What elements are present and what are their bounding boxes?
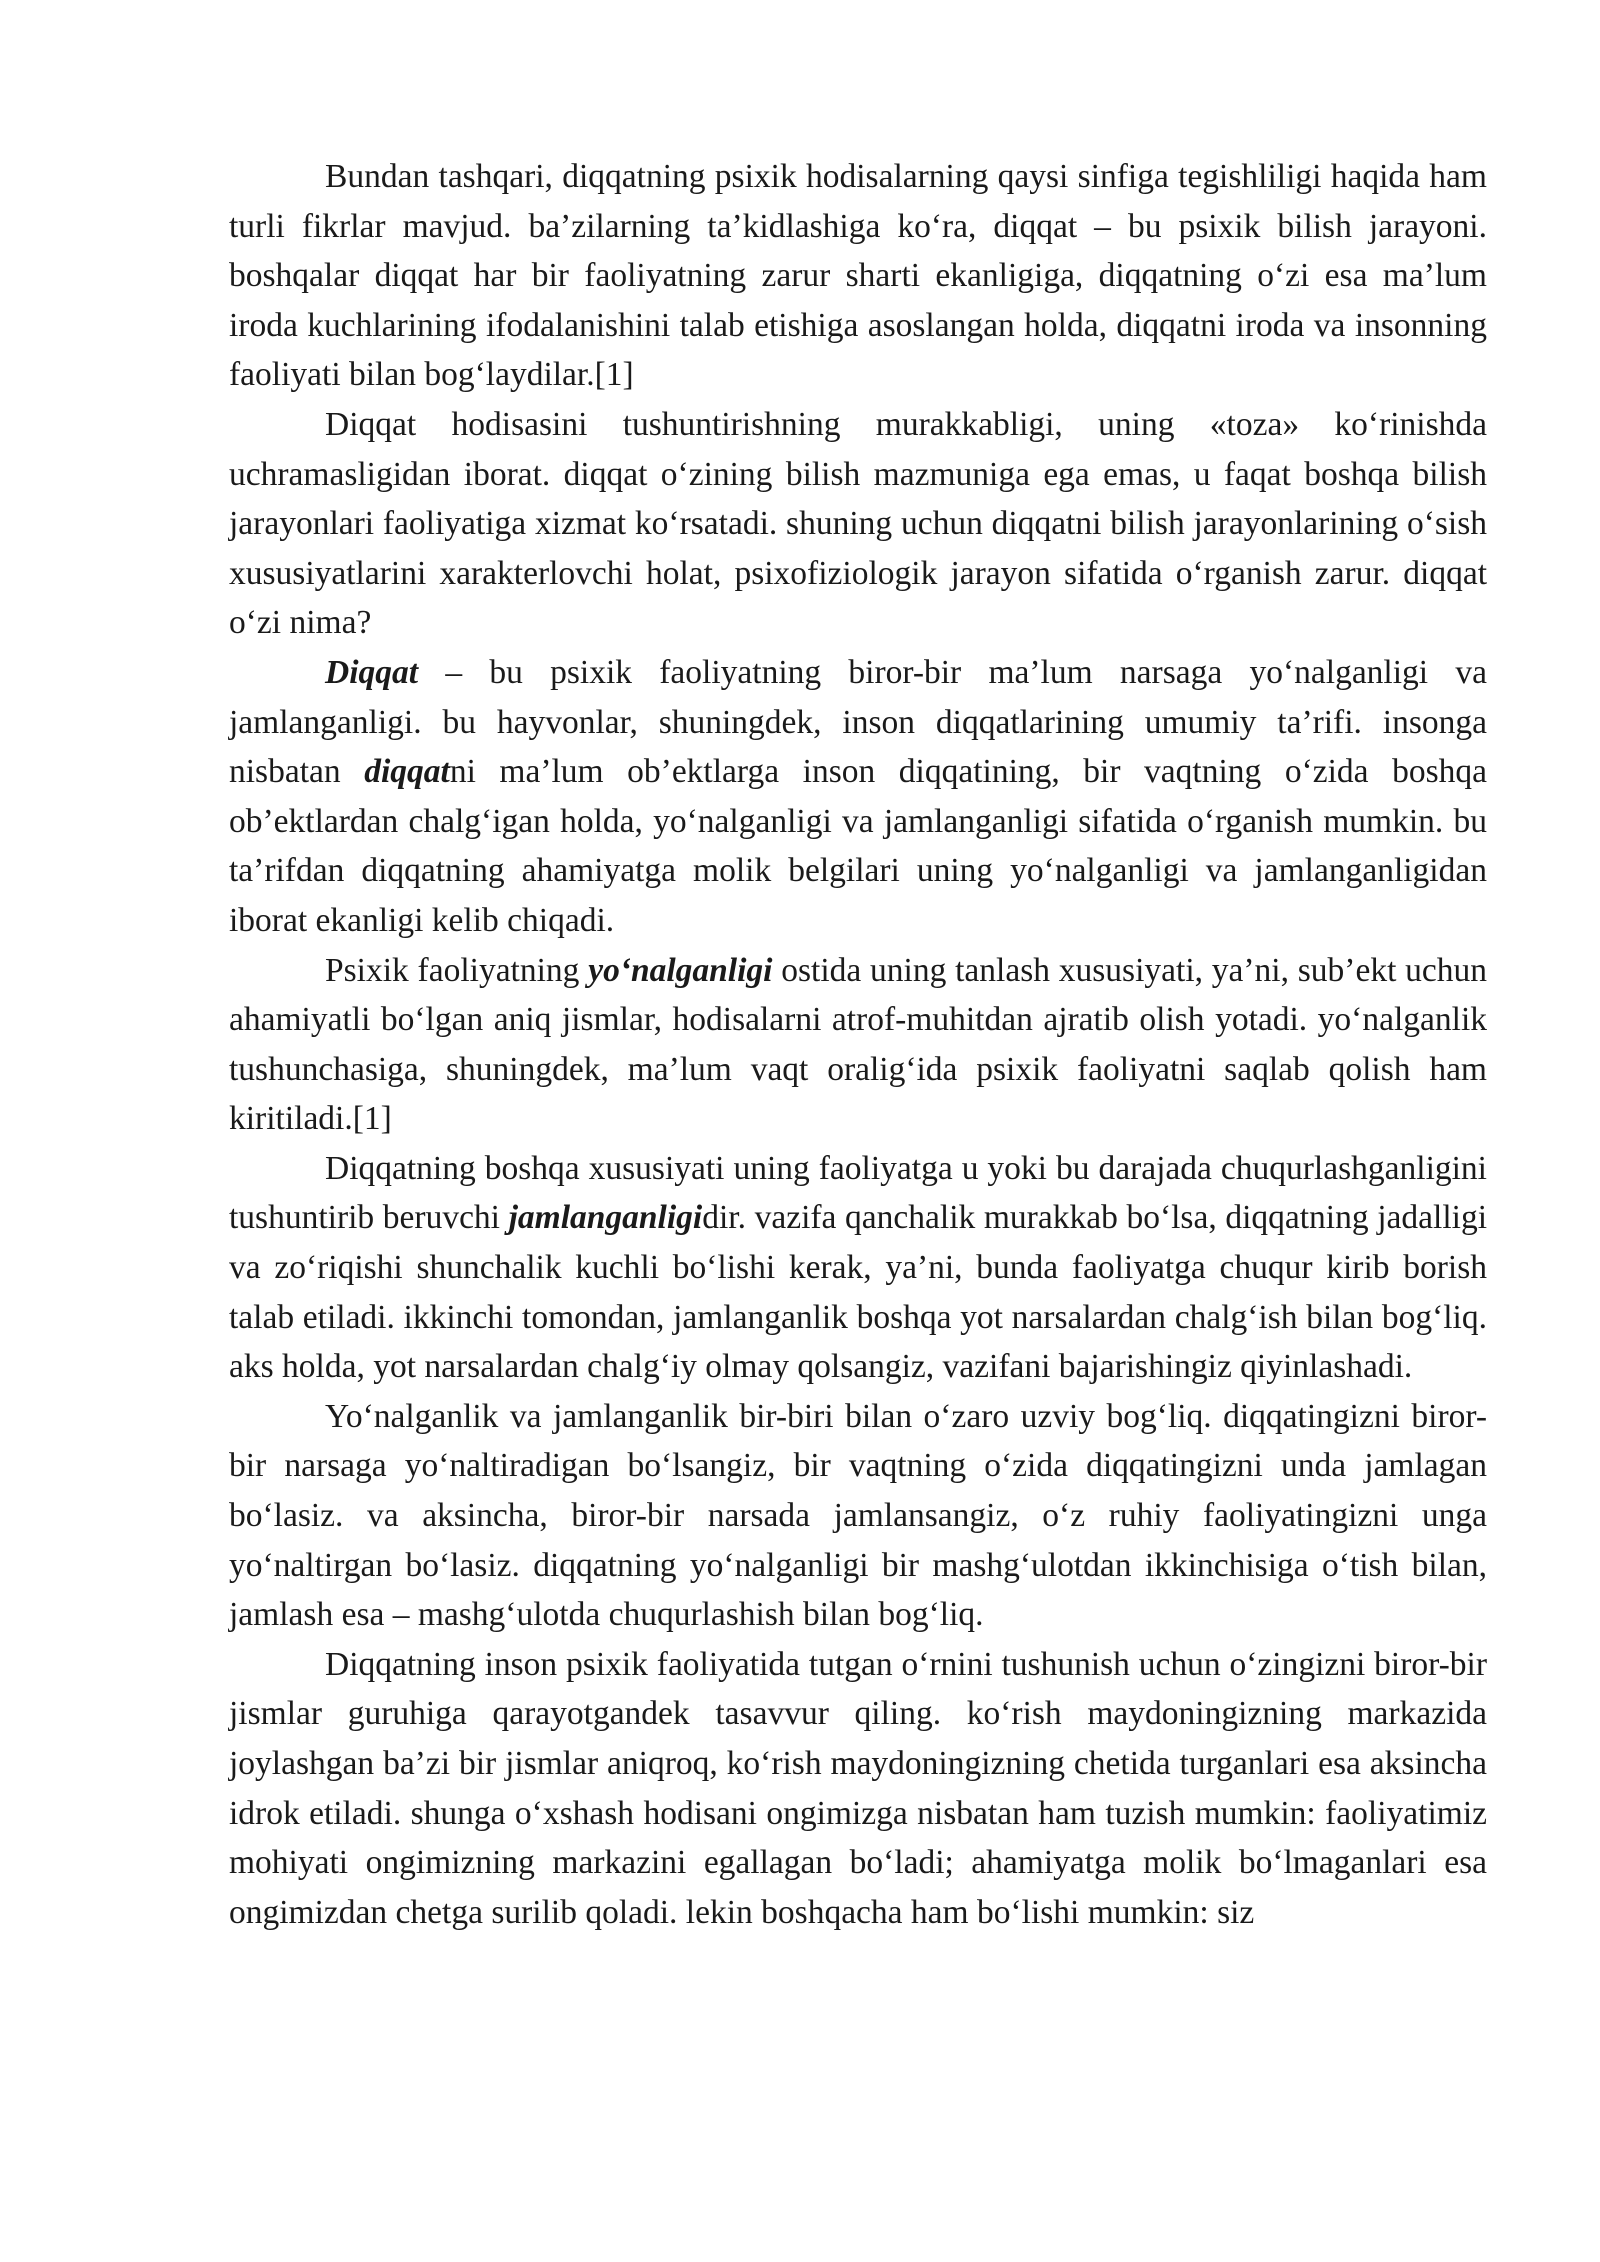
paragraph-text: Bundan tashqari, diqqatning psixik hodisalarning qaysi sinfiga tegishliligi haqida ham turli fikrlar mavjud. ba’zilarning ta’kidlashiga ko‘ra, diqqat – bu psixik bilish jarayoni. boshqalar diqqat har bir faoliyatning zarur sharti ekanligiga, diqqatning o‘zi esa ma’lum iroda kuchlarining ifodalanishini talab etishiga asoslangan holda, diqqatni iroda va insonning faoliyati bilan bog‘laydilar.[1] bbox=[229, 158, 1487, 394]
paragraph-text: Diqqatning boshqa xususiyati uning faoliyatga u yoki bu darajada chuqurlashganligini tushuntirib beruvchi bbox=[229, 1149, 1487, 1237]
term-jamlanganligi: jamlanganligi bbox=[508, 1199, 703, 1237]
paragraph-text: ostida uning tanlash xususiyati, ya’ni, sub’ekt uchun ahamiyatli bo‘lgan aniq jismlar, hodisalarni atrof-muhitdan ajratib olish yotadi. yo‘nalganlik tushunchasiga, shuningdek, ma’lum vaqt oralig‘ida psixik faoliyatni saqlab qolish ham kiritiladi.[1] bbox=[229, 951, 1488, 1138]
paragraph-6 bbox=[229, 1392, 1487, 1640]
paragraph-text: Diqqatning inson psixik faoliyatida tutgan o‘rnini tushunish uchun o‘zingizni biror-bir jismlar guruhiga qarayotgandek tasavvur qiling. ko‘rish maydoningizning markazida joylashgan ba’zi bir jismlar aniqroq, ko‘rish maydoningizning chetida turganlari esa aksincha idrok etiladi. shunga o‘xshash hodisani ongimizga nisbatan ham tuzish mumkin: faoliyatimiz mohiyati ongimizning markazini egallagan bo‘ladi; ahamiyatga molik bo‘lmaganlari esa ongimizdan chetga surilib qoladi. lekin boshqacha ham bo‘lishi mumkin: siz bbox=[229, 1645, 1487, 1931]
paragraph-1 bbox=[229, 152, 1487, 400]
paragraph-7 bbox=[229, 1640, 1487, 1938]
paragraph-text: ni ma’lum ob’ektlarga inson diqqatining, bir vaqtning o‘zida boshqa ob’ektlardan chalg‘igan holda, yo‘nalganligi va jamlanganligi sifatida o‘rganish mumkin. bu ta’rifdan diqqatning ahamiyatga molik belgilari uning yo‘nalganligi va jamlanganligidan iborat ekanligi kelib chiqadi. bbox=[229, 753, 1487, 939]
term-yonalganligi: yo‘nalganligi bbox=[588, 951, 773, 989]
paragraph-3 bbox=[229, 648, 1487, 946]
paragraph-text: Yo‘nalganlik va jamlanganlik bir-biri bilan o‘zaro uzviy bog‘liq. diqqatingizni biror-bir narsaga yo‘naltiradigan bo‘lsangiz, bir vaqtning o‘zida diqqatingizni unda jamlagan bo‘lasiz. va aksincha, biror-bir narsada jamlansangiz, o‘z ruhiy faoliyatingizni unga yo‘naltirgan bo‘lasiz. diqqatning yo‘nalganligi bir mashg‘ulotdan ikkinchisiga o‘tish bilan, jamlash esa – mashg‘ulotda chuqurlashish bilan bog‘liq. bbox=[229, 1397, 1487, 1634]
term-diqqat-inline: diqqat bbox=[364, 753, 450, 791]
paragraph-text: – bu psixik faoliyatning biror-bir ma’lum narsaga yo‘nalganligi va jamlanganligi. bu hayvonlar, shuningdek, inson diqqatlarining umumiy ta’rifi. insonga nisbatan bbox=[229, 653, 1487, 791]
paragraph-text: Diqqat hodisasini tushuntirishning murakkabligi, uning «toza» ko‘rinishda uchramasligidan iborat. diqqat o‘zining bilish mazmuniga ega emas, u faqat boshqa bilish jarayonlari faoliyatiga xizmat ko‘rsatadi. shuning uchun diqqatni bilish jarayonlarining o‘sish xususiyatlarini xarakterlovchi holat, psixofiziologik jarayon sifatida o‘rganish zarur. diqqat o‘zi nima? bbox=[229, 405, 1487, 642]
paragraph-text: dir. vazifa qanchalik murakkab bo‘lsa, diqqatning jadalligi va zo‘riqishi shunchalik kuchli bo‘lishi kerak, ya’ni, bunda faoliyatga chuqur kirib borish talab etiladi. ikkinchi tomondan, jamlanganlik boshqa yot narsalardan chalg‘ish bilan bog‘liq. aks holda, yot narsalardan chalg‘iy olmay qolsangiz, vazifani bajarishingiz qiyinlashadi. bbox=[229, 1199, 1488, 1386]
paragraph-2 bbox=[229, 400, 1487, 648]
paragraph-4 bbox=[229, 946, 1487, 1144]
paragraph-text: Psixik faoliyatning bbox=[325, 951, 589, 989]
paragraph-5 bbox=[229, 1144, 1487, 1392]
document-page bbox=[229, 152, 1487, 1937]
term-diqqat: Diqqat bbox=[325, 653, 419, 691]
